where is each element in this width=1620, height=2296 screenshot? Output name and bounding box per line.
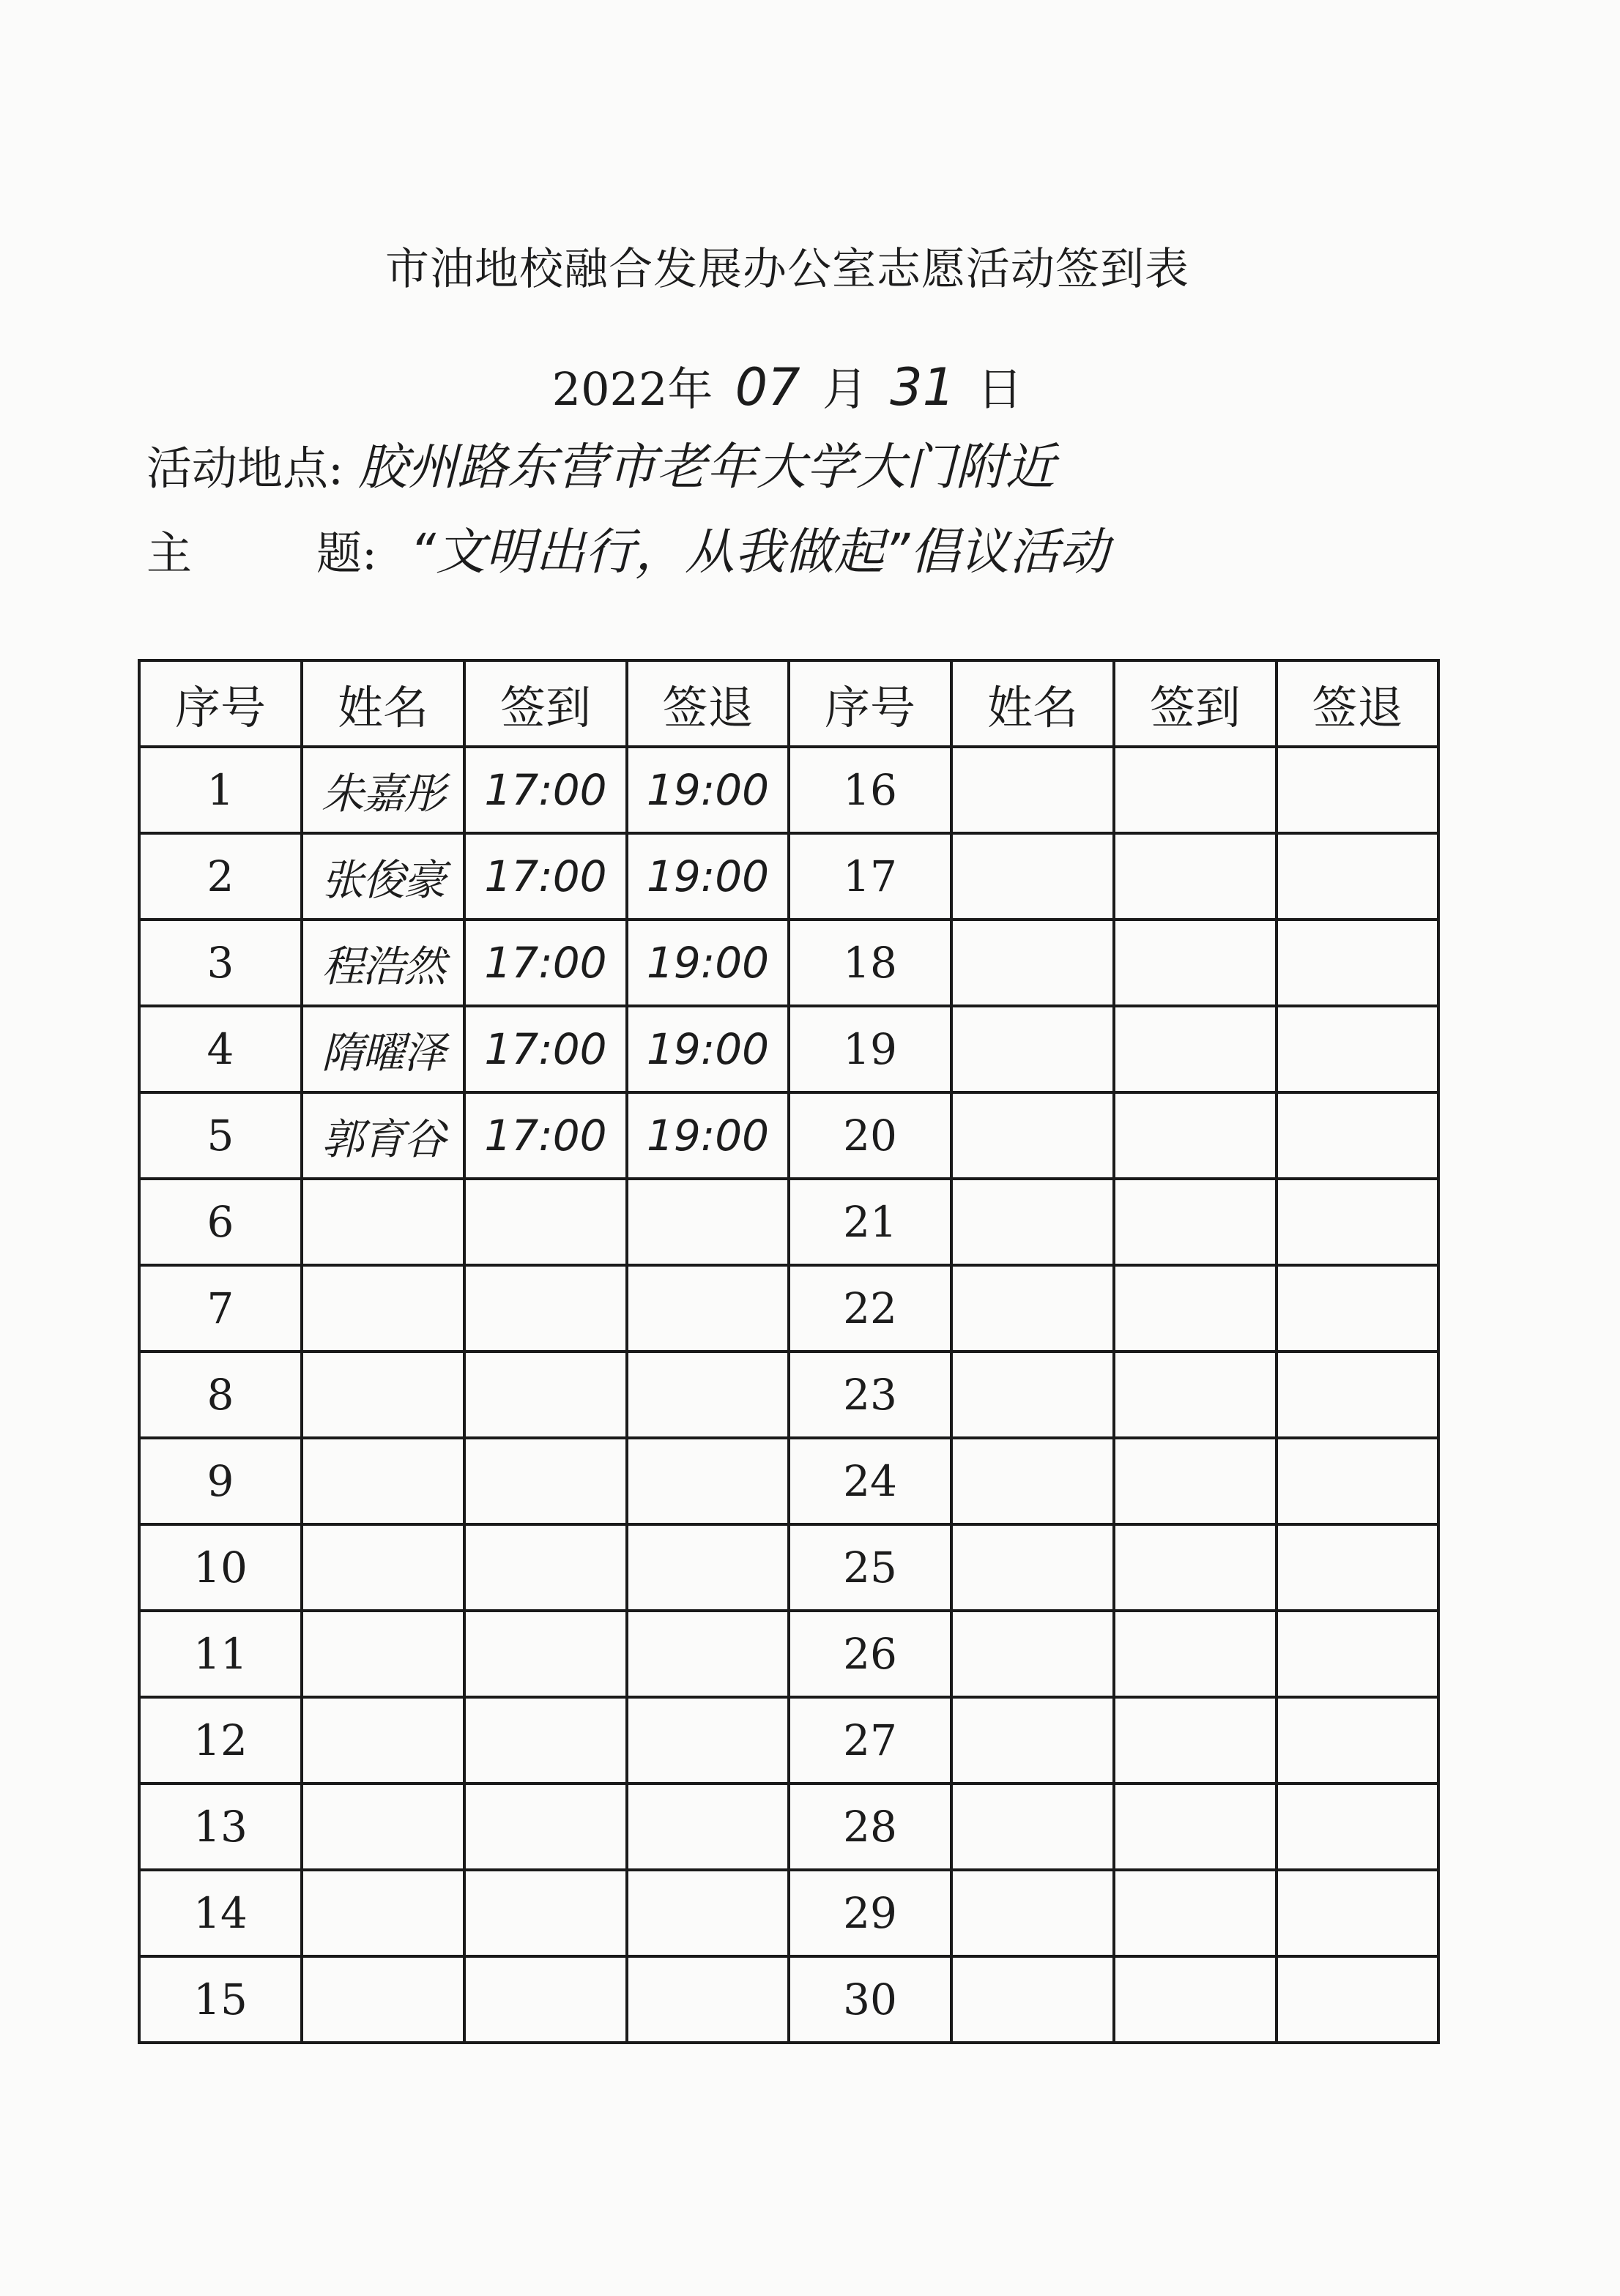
right-row-no-cell: 28 (789, 1783, 951, 1870)
right-sign-in-time-cell (1114, 1697, 1277, 1783)
header-right-sign-in: 签到 (1114, 660, 1277, 747)
left-name-cell: 朱嘉彤 (302, 747, 464, 833)
left-sign-in-time-cell (464, 1870, 627, 1956)
left-sign-out-time-cell (627, 1870, 789, 1956)
date-day: 31 (890, 357, 956, 417)
right-name-cell (951, 1524, 1114, 1611)
right-row-no-cell: 24 (789, 1438, 951, 1524)
document-title: 市油地校融合发展办公室志愿活动签到表 (385, 244, 1189, 295)
right-name-cell (951, 920, 1114, 1006)
right-sign-in-time-cell (1114, 1783, 1277, 1870)
location-label: 活动地点: (146, 441, 343, 495)
left-sign-in-time-cell (464, 1611, 627, 1697)
left-row-no-cell: 14 (139, 1870, 302, 1956)
right-sign-out-time-cell (1277, 1092, 1438, 1179)
header-right-name: 姓名 (951, 660, 1114, 747)
table-row (139, 1438, 1438, 1524)
left-row-no-cell: 4 (139, 1006, 302, 1092)
date-year: 2022年 (551, 362, 713, 416)
table-header-row (139, 660, 1438, 747)
right-row-no-cell: 23 (789, 1352, 951, 1438)
table-row (139, 1524, 1438, 1611)
right-name-cell (951, 1092, 1114, 1179)
table-row (139, 1006, 1438, 1092)
table-row (139, 1265, 1438, 1352)
left-sign-in-time-cell (464, 1179, 627, 1265)
table-row (139, 1870, 1438, 1956)
left-sign-in-time-cell: 17:00 (464, 1092, 627, 1179)
left-sign-out-time-cell (627, 1697, 789, 1783)
table-row (139, 1179, 1438, 1265)
left-row-no-cell: 2 (139, 833, 302, 920)
right-sign-in-time-cell (1114, 1352, 1277, 1438)
left-sign-in-time-cell: 17:00 (464, 833, 627, 920)
right-row-no-cell: 17 (789, 833, 951, 920)
left-sign-out-time-cell (627, 1265, 789, 1352)
topic-value: “文明出行，从我做起”倡议活动 (409, 523, 1110, 581)
header-left-name: 姓名 (302, 660, 464, 747)
right-row-no-cell: 19 (789, 1006, 951, 1092)
right-name-cell (951, 1783, 1114, 1870)
left-sign-in-time-cell (464, 1265, 627, 1352)
right-name-cell (951, 1697, 1114, 1783)
left-sign-out-time-cell (627, 1352, 789, 1438)
left-name-cell (302, 1956, 464, 2043)
right-sign-out-time-cell (1277, 1179, 1438, 1265)
left-name-cell (302, 1438, 464, 1524)
right-row-no-cell: 22 (789, 1265, 951, 1352)
left-sign-out-time-cell: 19:00 (627, 920, 789, 1006)
right-sign-out-time-cell (1277, 1956, 1438, 2043)
left-sign-in-time-cell (464, 1352, 627, 1438)
right-row-no-cell: 26 (789, 1611, 951, 1697)
right-row-no-cell: 18 (789, 920, 951, 1006)
left-sign-in-time-cell: 17:00 (464, 920, 627, 1006)
left-sign-in-time-cell: 17:00 (464, 1006, 627, 1092)
right-sign-in-time-cell (1114, 1870, 1277, 1956)
left-sign-out-time-cell (627, 1956, 789, 2043)
header-right-no: 序号 (789, 660, 951, 747)
left-name-cell (302, 1265, 464, 1352)
right-sign-out-time-cell (1277, 920, 1438, 1006)
right-sign-out-time-cell (1277, 1524, 1438, 1611)
left-row-no-cell: 9 (139, 1438, 302, 1524)
right-sign-out-time-cell (1277, 1611, 1438, 1697)
left-name-cell: 郭育谷 (302, 1092, 464, 1179)
left-sign-in-time-cell (464, 1783, 627, 1870)
left-name-cell (302, 1611, 464, 1697)
right-sign-in-time-cell (1114, 1006, 1277, 1092)
left-sign-out-time-cell (627, 1783, 789, 1870)
right-sign-out-time-cell (1277, 833, 1438, 920)
left-sign-in-time-cell (464, 1697, 627, 1783)
right-sign-in-time-cell (1114, 920, 1277, 1006)
left-row-no-cell: 6 (139, 1179, 302, 1265)
right-sign-out-time-cell (1277, 1438, 1438, 1524)
table-row (139, 1352, 1438, 1438)
left-row-no-cell: 5 (139, 1092, 302, 1179)
left-name-cell: 程浩然 (302, 920, 464, 1006)
right-sign-out-time-cell (1277, 1697, 1438, 1783)
right-name-cell (951, 1179, 1114, 1265)
left-row-no-cell: 12 (139, 1697, 302, 1783)
header-left-no: 序号 (139, 660, 302, 747)
left-sign-in-time-cell (464, 1956, 627, 2043)
left-sign-in-time-cell (464, 1438, 627, 1524)
left-sign-out-time-cell: 19:00 (627, 1006, 789, 1092)
left-row-no-cell: 13 (139, 1783, 302, 1870)
left-name-cell: 隋曜泽 (302, 1006, 464, 1092)
topic-line (146, 512, 1109, 584)
left-sign-out-time-cell (627, 1611, 789, 1697)
sign-in-table (138, 659, 1440, 2044)
right-sign-in-time-cell (1114, 833, 1277, 920)
right-name-cell (951, 747, 1114, 833)
left-row-no-cell: 1 (139, 747, 302, 833)
right-sign-in-time-cell (1114, 1092, 1277, 1179)
left-name-cell (302, 1179, 464, 1265)
date-day-suffix: 日 (977, 362, 1023, 416)
table-row (139, 1697, 1438, 1783)
table-row (139, 747, 1438, 833)
header-left-sign-in: 签到 (464, 660, 627, 747)
right-sign-in-time-cell (1114, 747, 1277, 833)
right-sign-in-time-cell (1114, 1611, 1277, 1697)
right-sign-in-time-cell (1114, 1265, 1277, 1352)
right-name-cell (951, 1956, 1114, 2043)
right-name-cell (951, 1265, 1114, 1352)
right-row-no-cell: 21 (789, 1179, 951, 1265)
table-row (139, 1092, 1438, 1179)
right-sign-out-time-cell (1277, 1870, 1438, 1956)
right-sign-in-time-cell (1114, 1524, 1277, 1611)
date-month: 07 (735, 357, 800, 417)
right-sign-out-time-cell (1277, 1352, 1438, 1438)
table-row (139, 1611, 1438, 1697)
left-name-cell (302, 1870, 464, 1956)
header-right-sign-out: 签退 (1277, 660, 1438, 747)
right-row-no-cell: 20 (789, 1092, 951, 1179)
right-row-no-cell: 16 (789, 747, 951, 833)
left-name-cell (302, 1524, 464, 1611)
right-row-no-cell: 30 (789, 1956, 951, 2043)
left-name-cell: 张俊豪 (302, 833, 464, 920)
right-sign-out-time-cell (1277, 747, 1438, 833)
table-row (139, 833, 1438, 920)
left-sign-out-time-cell (627, 1438, 789, 1524)
left-row-no-cell: 3 (139, 920, 302, 1006)
table-body (139, 747, 1438, 2043)
left-name-cell (302, 1783, 464, 1870)
right-row-no-cell: 25 (789, 1524, 951, 1611)
right-row-no-cell: 27 (789, 1697, 951, 1783)
left-name-cell (302, 1352, 464, 1438)
left-sign-out-time-cell (627, 1179, 789, 1265)
right-sign-in-time-cell (1114, 1179, 1277, 1265)
topic-label-b: 题: (316, 526, 377, 580)
table-row (139, 1956, 1438, 2043)
location-line (146, 428, 1055, 499)
right-sign-in-time-cell (1114, 1956, 1277, 2043)
right-name-cell (951, 833, 1114, 920)
left-name-cell (302, 1697, 464, 1783)
right-sign-out-time-cell (1277, 1783, 1438, 1870)
right-row-no-cell: 29 (789, 1870, 951, 1956)
left-sign-in-time-cell: 17:00 (464, 747, 627, 833)
right-name-cell (951, 1438, 1114, 1524)
left-row-no-cell: 8 (139, 1352, 302, 1438)
left-row-no-cell: 15 (139, 1956, 302, 2043)
left-row-no-cell: 7 (139, 1265, 302, 1352)
table-row (139, 920, 1438, 1006)
right-name-cell (951, 1006, 1114, 1092)
right-name-cell (951, 1352, 1114, 1438)
location-value: 胶州路东营市老年大学大门附近 (357, 439, 1055, 496)
header-left-sign-out: 签退 (627, 660, 789, 747)
right-name-cell (951, 1870, 1114, 1956)
right-sign-in-time-cell (1114, 1438, 1277, 1524)
table-row (139, 1783, 1438, 1870)
date-month-suffix: 月 (822, 362, 868, 416)
date-line (0, 353, 1575, 418)
left-sign-out-time-cell: 19:00 (627, 833, 789, 920)
left-sign-out-time-cell: 19:00 (627, 1092, 789, 1179)
left-sign-out-time-cell (627, 1524, 789, 1611)
left-sign-in-time-cell (464, 1524, 627, 1611)
left-row-no-cell: 11 (139, 1611, 302, 1697)
right-name-cell (951, 1611, 1114, 1697)
topic-label (146, 517, 395, 582)
topic-label-a: 主 (146, 526, 193, 580)
right-sign-out-time-cell (1277, 1265, 1438, 1352)
right-sign-out-time-cell (1277, 1006, 1438, 1092)
left-row-no-cell: 10 (139, 1524, 302, 1611)
left-sign-out-time-cell: 19:00 (627, 747, 789, 833)
